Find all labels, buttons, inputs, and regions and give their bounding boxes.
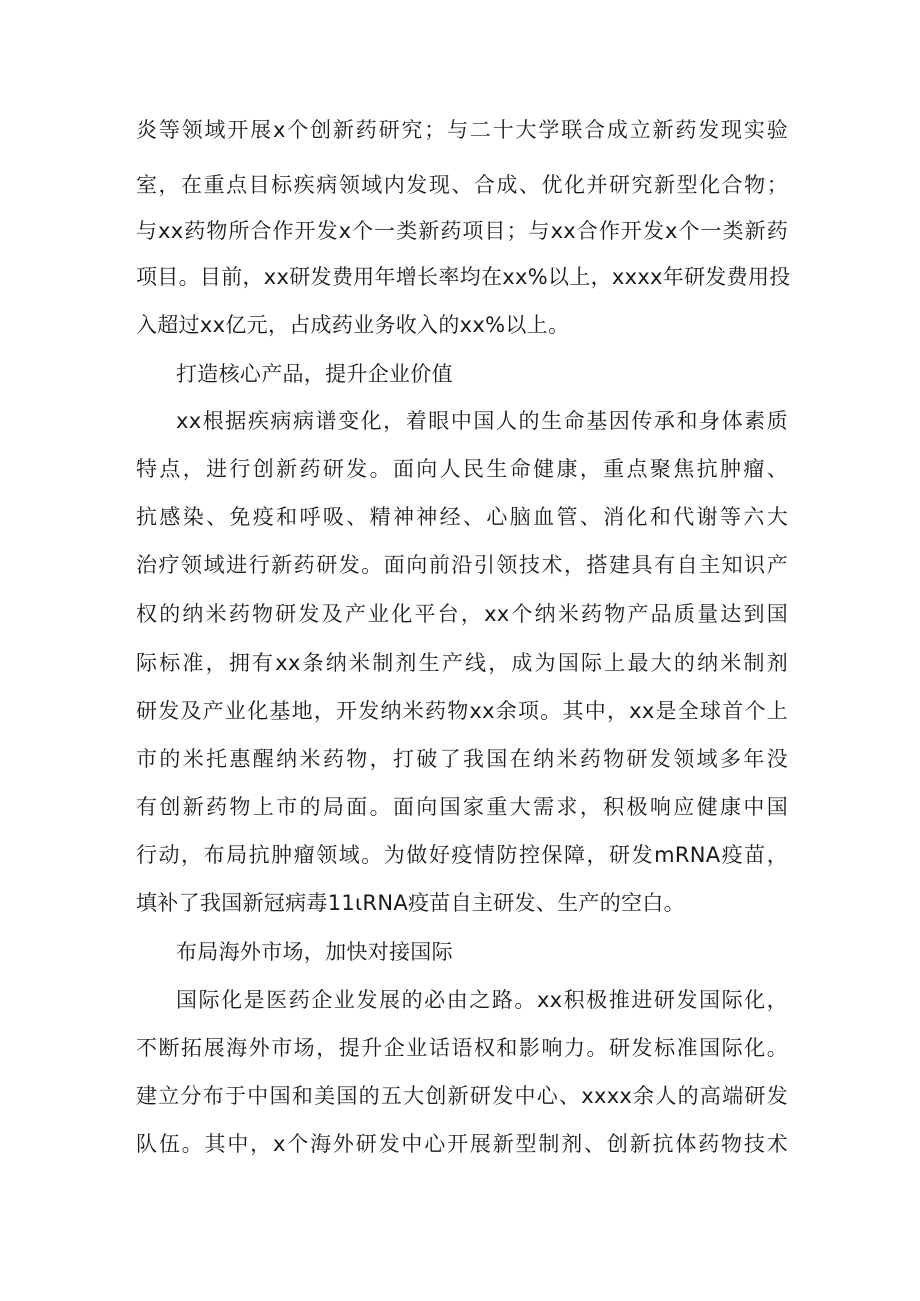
paragraph-line: 有创新药物上市的局面。面向国家重大需求，积极响应健康中国	[136, 795, 788, 819]
paragraph-line: xx根据疾病病谱变化，着眼中国人的生命基因传承和身体素质	[176, 409, 788, 433]
paragraph-line: 入超过xx亿元，占成药业务收入的xx%以上。	[136, 313, 570, 337]
paragraph-line: 国际化是医药企业发展的必由之路。xx积极推进研发国际化，	[176, 988, 788, 1012]
paragraph-line: 不断拓展海外市场，提升企业话语权和影响力。研发标准国际化。	[136, 1036, 788, 1060]
paragraph-line: 治疗领域进行新药研发。面向前沿引领技术，搭建具有自主知识产	[136, 553, 788, 577]
paragraph-line: 建立分布于中国和美国的五大创新研发中心、xxxx余人的高端研发	[136, 1084, 788, 1108]
paragraph-line: 行动，布局抗肿瘤领域。为做好疫情防控保障，研发mRNA疫苗，	[136, 843, 788, 867]
paragraph-line: 队伍。其中，x个海外研发中心开展新型制剂、创新抗体药物技术	[136, 1132, 788, 1156]
section-heading: 布局海外市场，加快对接国际	[176, 940, 453, 964]
paragraph-line: 权的纳米药物研发及产业化平台，xx个纳米药物产品质量达到国	[136, 602, 788, 626]
section-heading: 打造核心产品，提升企业价值	[176, 362, 453, 386]
paragraph-line: 研发及产业化基地，开发纳米药物xx余项。其中，xx是全球首个上	[136, 699, 788, 723]
paragraph-line: 项目。目前，xx研发费用年增长率均在xx%以上，xxxx年研发费用投	[136, 265, 791, 289]
paragraph-line: 室，在重点目标疾病领域内发现、合成、优化并研究新型化合物；	[136, 173, 788, 197]
paragraph-line: 特点，进行创新药研发。面向人民生命健康，重点聚焦抗肿瘤、	[136, 457, 788, 481]
paragraph-line: 与xx药物所合作开发x个一类新药项目；与xx合作开发x个一类新药	[136, 219, 788, 243]
paragraph-line: 际标准，拥有xx条纳米制剂生产线，成为国际上最大的纳米制剂	[136, 651, 788, 675]
paragraph-line: 填补了我国新冠病毒11ιRNA疫苗自主研发、生产的空白。	[136, 891, 685, 915]
paragraph-line: 市的米托惠醒纳米药物，打破了我国在纳米药物研发领域多年没	[136, 747, 788, 771]
paragraph-line: 炎等领域开展x个创新药研究；与二十大学联合成立新药发现实验	[136, 118, 788, 142]
paragraph-line: 抗感染、免疫和呼吸、精神神经、心脑血管、消化和代谢等六大	[136, 505, 788, 529]
